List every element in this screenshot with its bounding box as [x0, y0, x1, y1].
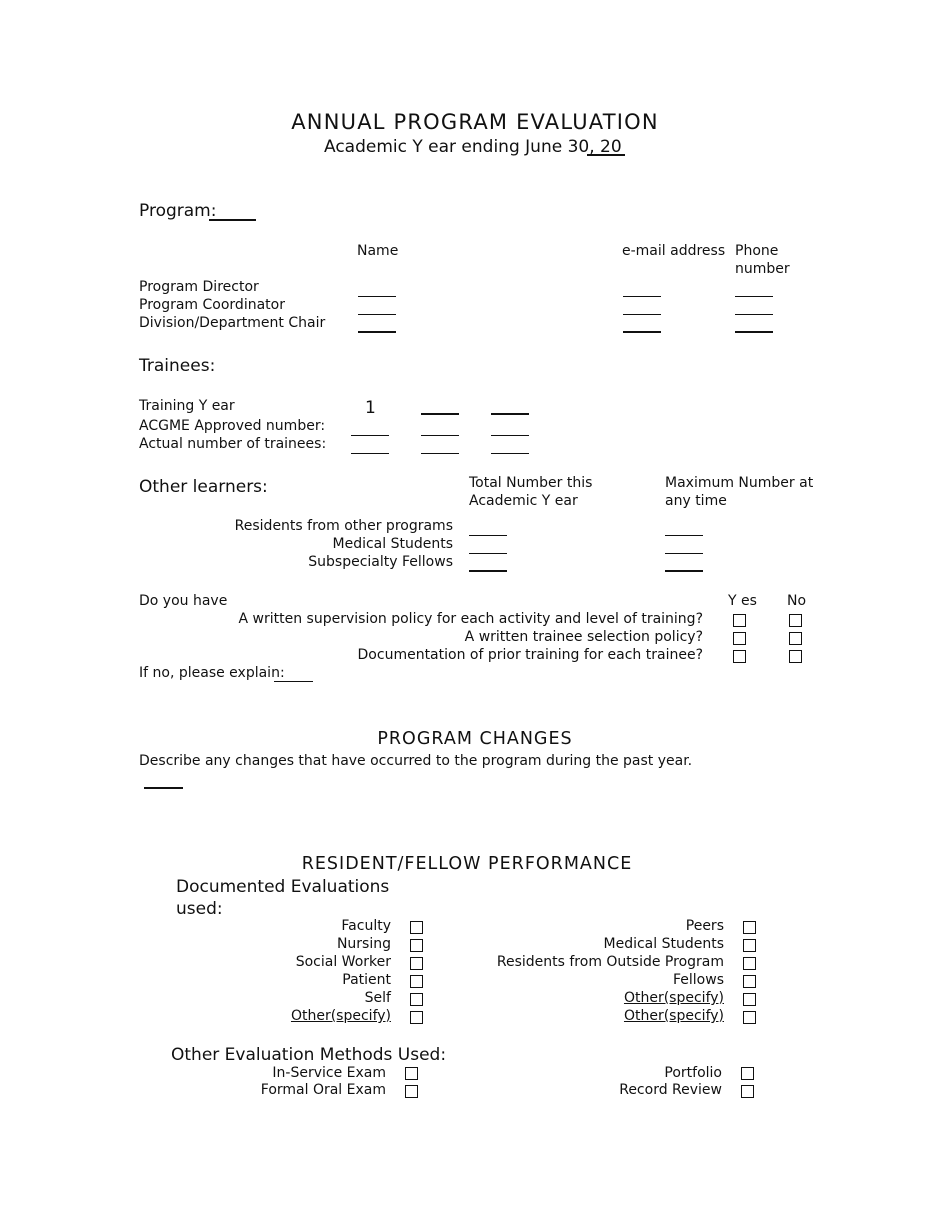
program-changes-heading: PROGRAM CHANGES [377, 729, 573, 749]
portfolio-checkbox[interactable] [741, 1067, 754, 1080]
form-title: ANNUAL PROGRAM EVALUATION [291, 110, 659, 134]
learner-row-label: Residents from other programs [234, 518, 453, 534]
selection-yes-checkbox[interactable] [733, 632, 746, 645]
eval-right-label: Other(specify) [623, 1008, 724, 1024]
yes-header: Y es [728, 593, 757, 609]
methods-heading: Other Evaluation Methods Used: [171, 1045, 447, 1065]
col-max-header-2: any time [665, 493, 727, 509]
residents-max-blank[interactable] [665, 535, 703, 536]
chair-name-blank[interactable] [358, 331, 396, 333]
patient-checkbox[interactable] [410, 975, 423, 988]
training-year-first: 1 [365, 398, 376, 418]
other-right-2-checkbox[interactable] [743, 1011, 756, 1024]
chair-email-blank[interactable] [623, 331, 661, 333]
col-total-header-1: Total Number this [469, 475, 593, 491]
actual-label: Actual number of trainees: [139, 436, 327, 452]
coordinator-email-blank[interactable] [623, 314, 661, 315]
director-name-blank[interactable] [358, 296, 396, 297]
method-left-label: Formal Oral Exam [260, 1082, 386, 1098]
eval-right-label: Other(specify) [623, 990, 724, 1006]
other-learners-heading: Other learners: [139, 477, 268, 497]
method-right-label: Portfolio [664, 1065, 722, 1081]
actual-blank-2[interactable] [421, 453, 459, 454]
trainees-heading: Trainees: [139, 356, 216, 376]
no-header: No [787, 593, 807, 609]
col-total-header-2: Academic Y ear [469, 493, 578, 509]
director-email-blank[interactable] [623, 296, 661, 297]
evals-heading-line1: Documented Evaluations [176, 877, 390, 897]
program-changes-blank[interactable] [144, 787, 183, 789]
eval-right-label: Peers [685, 918, 724, 934]
training-year-2-blank[interactable] [421, 413, 459, 415]
selection-no-checkbox[interactable] [789, 632, 802, 645]
record-review-checkbox[interactable] [741, 1085, 754, 1098]
students-max-blank[interactable] [665, 553, 703, 554]
eval-left-label: Social Worker [295, 954, 391, 970]
evals-heading-line2: used: [176, 899, 223, 919]
eval-right-label: Fellows [673, 972, 724, 988]
learner-row-label: Subspecialty Fellows [308, 554, 453, 570]
social-worker-checkbox[interactable] [410, 957, 423, 970]
training-year-3-blank[interactable] [491, 413, 529, 415]
col-phone-header-2: number [735, 261, 790, 277]
other-right-1-checkbox[interactable] [743, 993, 756, 1006]
self-checkbox[interactable] [410, 993, 423, 1006]
policy-question: A written supervision policy for each activity and level of training? [238, 611, 703, 627]
col-email-header: e-mail address [622, 243, 726, 259]
fellows-max-blank[interactable] [665, 570, 703, 572]
col-name-header: Name [357, 243, 399, 259]
director-phone-blank[interactable] [735, 296, 773, 297]
acgme-label: ACGME Approved number: [139, 418, 326, 434]
explain-blank[interactable] [274, 681, 313, 682]
fellows-total-blank[interactable] [469, 570, 507, 572]
medical-students-checkbox[interactable] [743, 939, 756, 952]
eval-left-label: Self [364, 990, 391, 1006]
eval-left-label: Patient [342, 972, 391, 988]
nursing-checkbox[interactable] [410, 939, 423, 952]
program-label: Program: [139, 201, 217, 221]
outside-residents-checkbox[interactable] [743, 957, 756, 970]
acgme-blank-2[interactable] [421, 435, 459, 436]
performance-heading: RESIDENT/FELLOW PERFORMANCE [301, 854, 633, 874]
col-phone-header-1: Phone [735, 243, 779, 259]
actual-blank-3[interactable] [491, 453, 529, 454]
form-subtitle: Academic Y ear ending June 30, 20 [324, 137, 622, 157]
eval-left-label: Other(specify) [290, 1008, 391, 1024]
program-changes-prompt: Describe any changes that have occurred to the program during the past year. [139, 753, 693, 769]
in-service-exam-checkbox[interactable] [405, 1067, 418, 1080]
learner-row-label: Medical Students [332, 536, 453, 552]
acgme-blank-3[interactable] [491, 435, 529, 436]
contact-row-label: Division/Department Chair [139, 315, 326, 331]
policy-question: Documentation of prior training for each trainee? [357, 647, 703, 663]
col-max-header-1: Maximum Number at [665, 475, 814, 491]
method-left-label: In-Service Exam [272, 1065, 386, 1081]
actual-blank-1[interactable] [351, 453, 389, 454]
peers-checkbox[interactable] [743, 921, 756, 934]
residents-total-blank[interactable] [469, 535, 507, 536]
year-blank[interactable] [587, 154, 625, 156]
method-right-label: Record Review [619, 1082, 722, 1098]
coordinator-phone-blank[interactable] [735, 314, 773, 315]
explain-label: If no, please explain: [139, 665, 285, 681]
chair-phone-blank[interactable] [735, 331, 773, 333]
prior-training-yes-checkbox[interactable] [733, 650, 746, 663]
eval-right-label: Medical Students [603, 936, 724, 952]
policy-question: A written trainee selection policy? [464, 629, 703, 645]
contact-row-label: Program Coordinator [139, 297, 285, 313]
program-blank[interactable] [209, 219, 256, 221]
supervision-no-checkbox[interactable] [789, 614, 802, 627]
eval-right-label: Residents from Outside Program [496, 954, 724, 970]
supervision-yes-checkbox[interactable] [733, 614, 746, 627]
formal-oral-exam-checkbox[interactable] [405, 1085, 418, 1098]
contact-row-label: Program Director [139, 279, 259, 295]
eval-left-label: Nursing [336, 936, 391, 952]
training-year-label: Training Y ear [139, 398, 235, 414]
acgme-blank-1[interactable] [351, 435, 389, 436]
coordinator-name-blank[interactable] [358, 314, 396, 315]
prior-training-no-checkbox[interactable] [789, 650, 802, 663]
other-left-checkbox[interactable] [410, 1011, 423, 1024]
eval-left-label: Faculty [341, 918, 391, 934]
students-total-blank[interactable] [469, 553, 507, 554]
faculty-checkbox[interactable] [410, 921, 423, 934]
fellows-checkbox[interactable] [743, 975, 756, 988]
policies-intro: Do you have [139, 593, 228, 609]
